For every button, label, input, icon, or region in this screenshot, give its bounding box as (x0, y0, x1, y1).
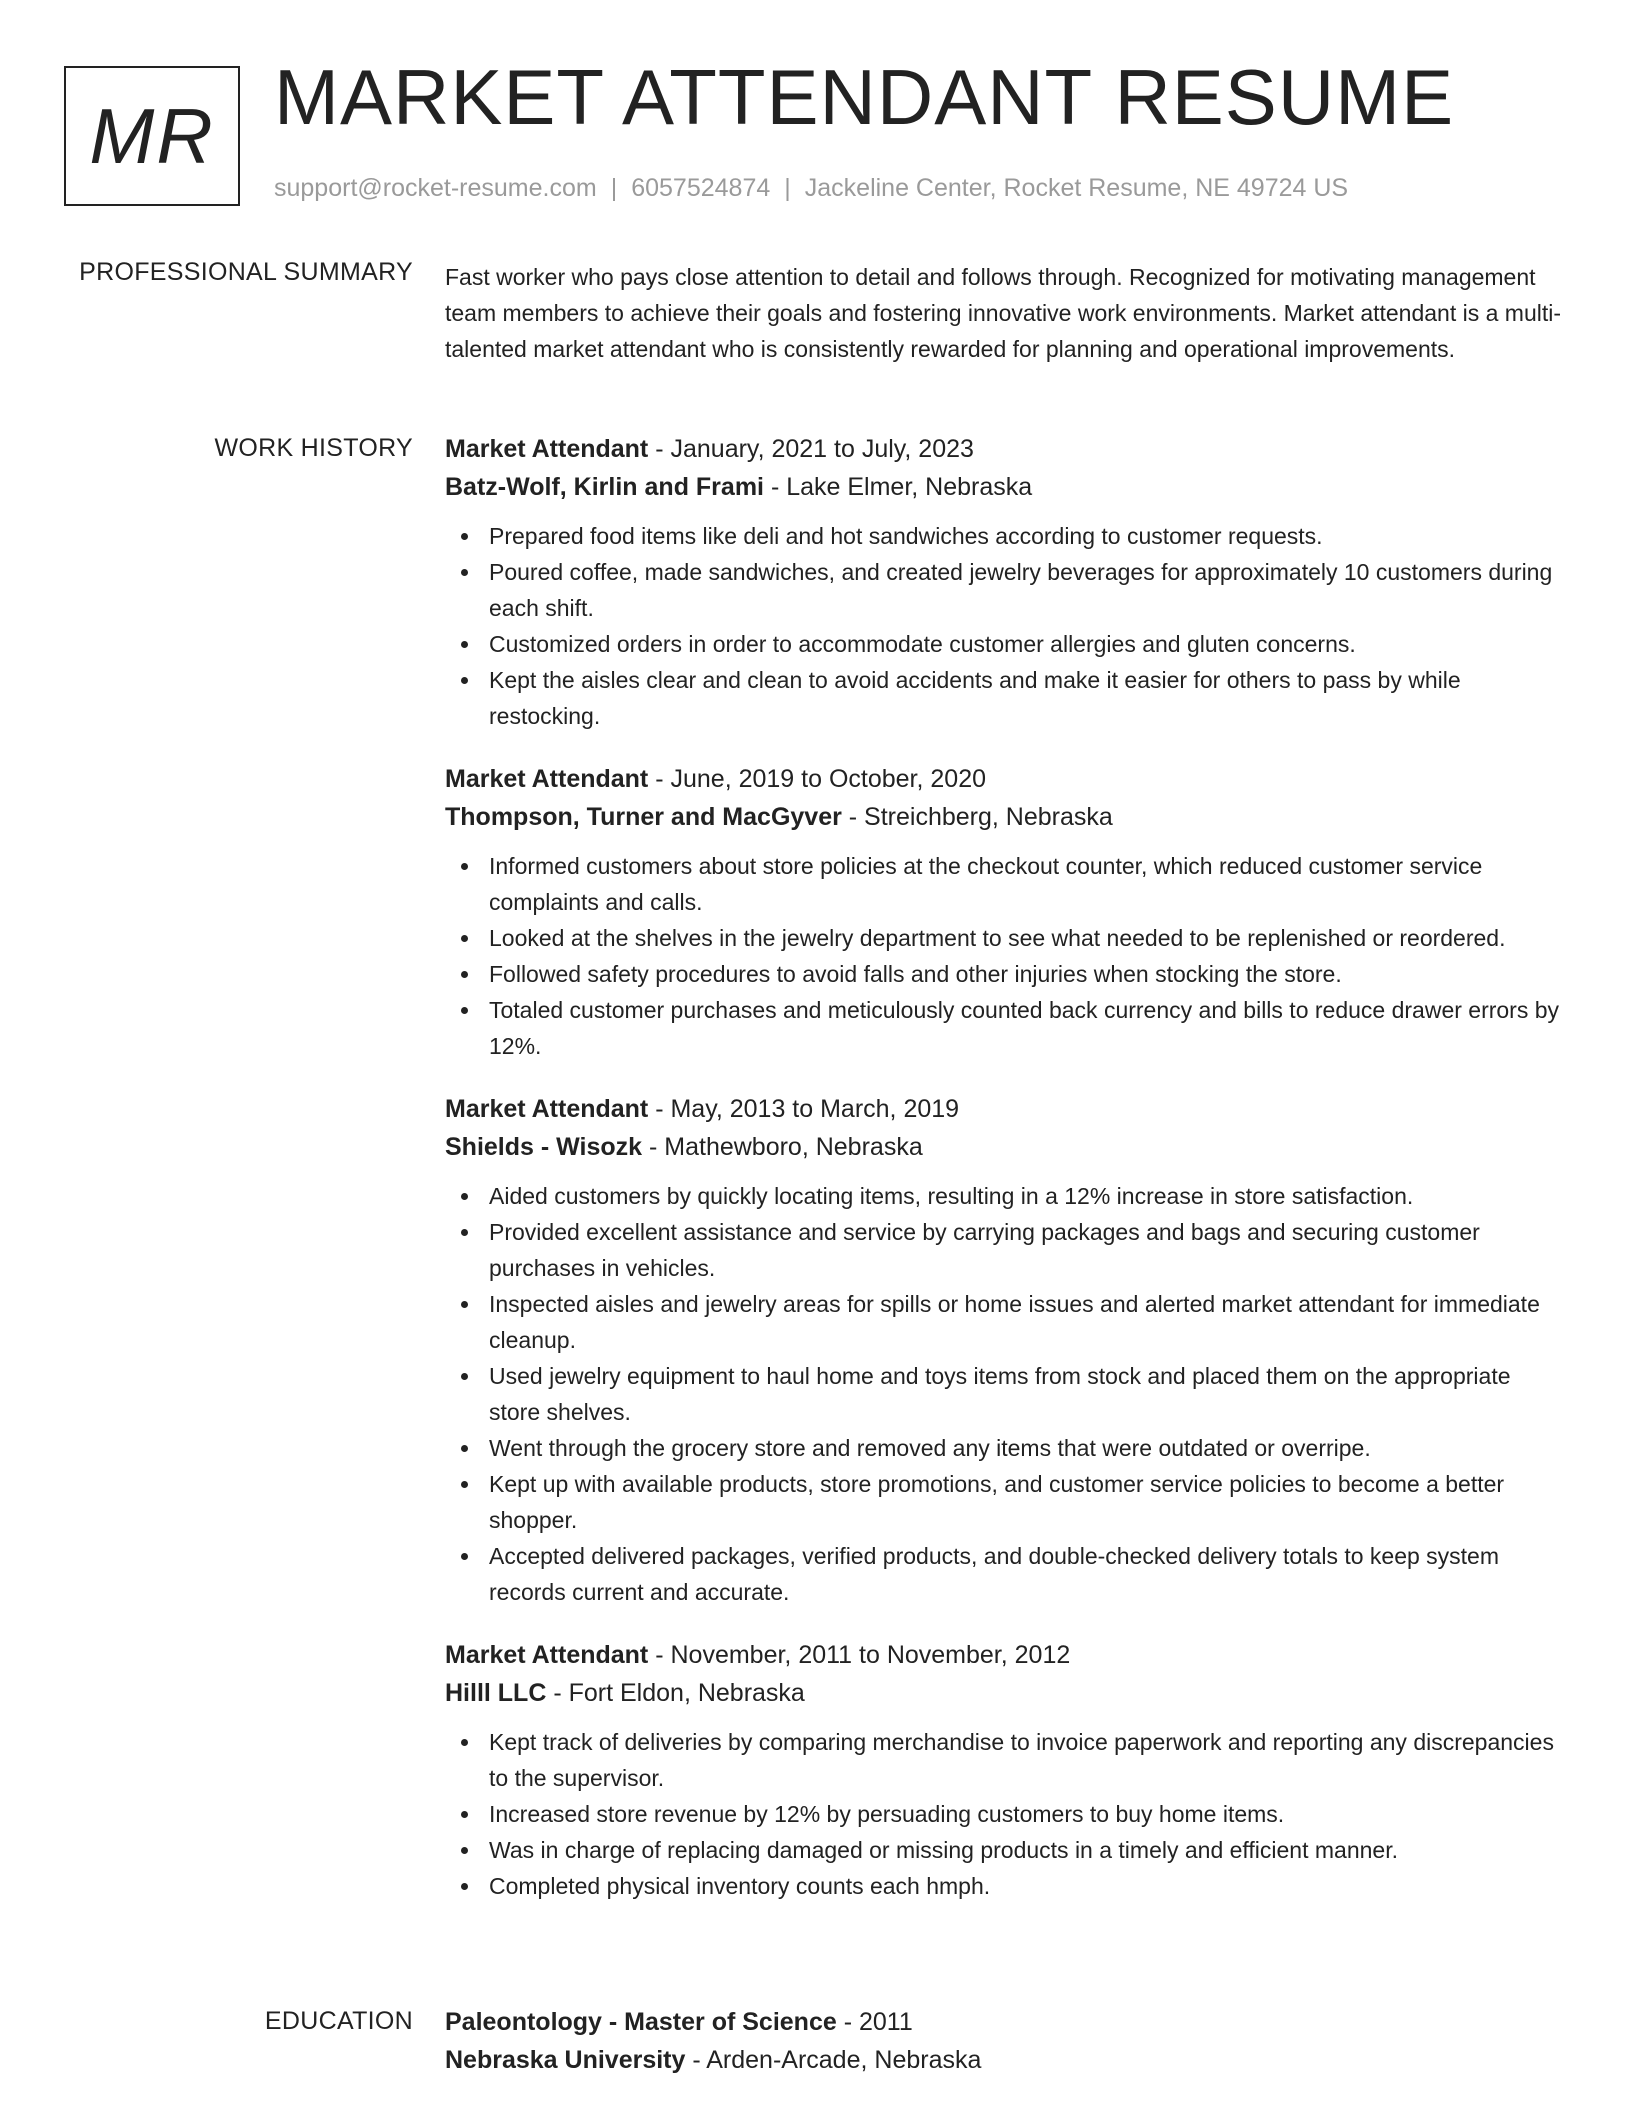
job-location: - Streichberg, Nebraska (841, 803, 1113, 831)
education-degree: Paleontology - Master of Science (445, 2008, 837, 2036)
duties-list (445, 518, 1565, 734)
job-dates: - May, 2013 to March, 2019 (648, 1095, 960, 1123)
job-company: Hilll LLC (445, 1679, 547, 1707)
duty-item: Inspected aisles and jewelry areas for spills or home issues and alerted market attendant for immediate cleanup. (489, 1286, 1565, 1358)
job-entry (445, 430, 1565, 734)
job-company: Batz-Wolf, Kirlin and Frami (445, 473, 764, 501)
contact-separator: | (784, 174, 791, 202)
duty-item: Went through the grocery store and removed any items that were outdated or overripe. (489, 1430, 1565, 1466)
education-school: Nebraska University (445, 2046, 686, 2074)
job-title: Market Attendant (445, 1641, 649, 1669)
duties-list (445, 1724, 1565, 1904)
work-history-label: WORK HISTORY (214, 434, 413, 462)
contact-line (274, 174, 1348, 203)
job-location: - Mathewboro, Nebraska (642, 1133, 923, 1161)
duty-item: Aided customers by quickly locating items, resulting in a 12% increase in store satisfaction. (489, 1178, 1565, 1214)
duty-item: Provided excellent assistance and service by carrying packages and bags and securing customer purchases in vehicles. (489, 1214, 1565, 1286)
resume-title: MARKET ATTENDANT RESUME (274, 53, 1455, 141)
duty-item: Kept track of deliveries by comparing merchandise to invoice paperwork and reporting any discrepancies to the supervisor. (489, 1724, 1565, 1796)
education-location: - Arden-Arcade, Nebraska (685, 2046, 982, 2074)
duty-item: Accepted delivered packages, verified products, and double-checked delivery totals to keep system records current and accurate. (489, 1538, 1565, 1610)
job-dates: - November, 2011 to November, 2012 (648, 1641, 1071, 1669)
contact-separator: | (610, 174, 618, 202)
education-degree-line (445, 2003, 1565, 2041)
summary-body (445, 259, 1565, 367)
education-body (445, 2003, 1565, 2079)
monogram-initials: MR (89, 91, 215, 180)
duty-item: Completed physical inventory counts each hmph. (489, 1868, 1565, 1904)
job-location: - Fort Eldon, Nebraska (546, 1679, 805, 1707)
job-title: Market Attendant (445, 1095, 649, 1123)
job-title-line (445, 760, 1565, 798)
job-location: - Lake Elmer, Nebraska (764, 473, 1033, 501)
duty-item: Used jewelry equipment to haul home and toys items from stock and placed them on the appropriate store shelves. (489, 1358, 1565, 1430)
contact-address: Jackeline Center, Rocket Resume, NE 49724 US (804, 174, 1349, 202)
work-history-body (445, 430, 1565, 1930)
duty-item: Followed safety procedures to avoid falls and other injuries when stocking the store. (489, 956, 1565, 992)
education-label: EDUCATION (264, 2007, 413, 2035)
duty-item: Increased store revenue by 12% by persuading customers to buy home items. (489, 1796, 1565, 1832)
job-entry (445, 1636, 1565, 1904)
job-title: Market Attendant (445, 765, 649, 793)
contact-phone[interactable]: 6057524874 (631, 174, 771, 202)
job-title-line (445, 1090, 1565, 1128)
education-year: - 2011 (836, 2008, 913, 2036)
duty-item: Customized orders in order to accommodate customer allergies and gluten concerns. (489, 626, 1565, 662)
job-company: Thompson, Turner and MacGyver (445, 803, 842, 831)
duty-item: Informed customers about store policies at the checkout counter, which reduced customer service complaints and calls. (489, 848, 1565, 920)
job-dates: - January, 2021 to July, 2023 (648, 435, 974, 463)
job-company-line (445, 798, 1565, 836)
job-entry (445, 760, 1565, 1064)
duty-item: Prepared food items like deli and hot sandwiches according to customer requests. (489, 518, 1565, 554)
duty-item: Kept up with available products, store promotions, and customer service policies to become a better shopper. (489, 1466, 1565, 1538)
monogram-box (64, 66, 240, 206)
job-title-line (445, 1636, 1565, 1674)
job-title: Market Attendant (445, 435, 649, 463)
education-school-line (445, 2041, 1565, 2079)
duties-list (445, 1178, 1565, 1610)
duty-item: Poured coffee, made sandwiches, and created jewelry beverages for approximately 10 customers during each shift. (489, 554, 1565, 626)
summary-text: Fast worker who pays close attention to detail and follows through. Recognized for motivating management team members to achieve their goals and fostering innovative work environments. Market attendant is a multi-talented market attendant who is consistently rewarded for planning and operational improvements. (445, 264, 1562, 362)
duties-list (445, 848, 1565, 1064)
job-entry (445, 1090, 1565, 1610)
job-company: Shields - Wisozk (445, 1133, 643, 1161)
job-company-line (445, 1128, 1565, 1166)
job-title-line (445, 430, 1565, 468)
contact-email[interactable]: support@rocket-resume.com (274, 174, 597, 202)
job-company-line (445, 468, 1565, 506)
job-company-line (445, 1674, 1565, 1712)
duty-item: Totaled customer purchases and meticulously counted back currency and bills to reduce drawer errors by 12%. (489, 992, 1565, 1064)
job-dates: - June, 2019 to October, 2020 (648, 765, 986, 793)
duty-item: Was in charge of replacing damaged or missing products in a timely and efficient manner. (489, 1832, 1565, 1868)
summary-label: PROFESSIONAL SUMMARY (79, 258, 413, 286)
duty-item: Looked at the shelves in the jewelry department to see what needed to be replenished or reordered. (489, 920, 1565, 956)
duty-item: Kept the aisles clear and clean to avoid accidents and make it easier for others to pass by while restocking. (489, 662, 1565, 734)
